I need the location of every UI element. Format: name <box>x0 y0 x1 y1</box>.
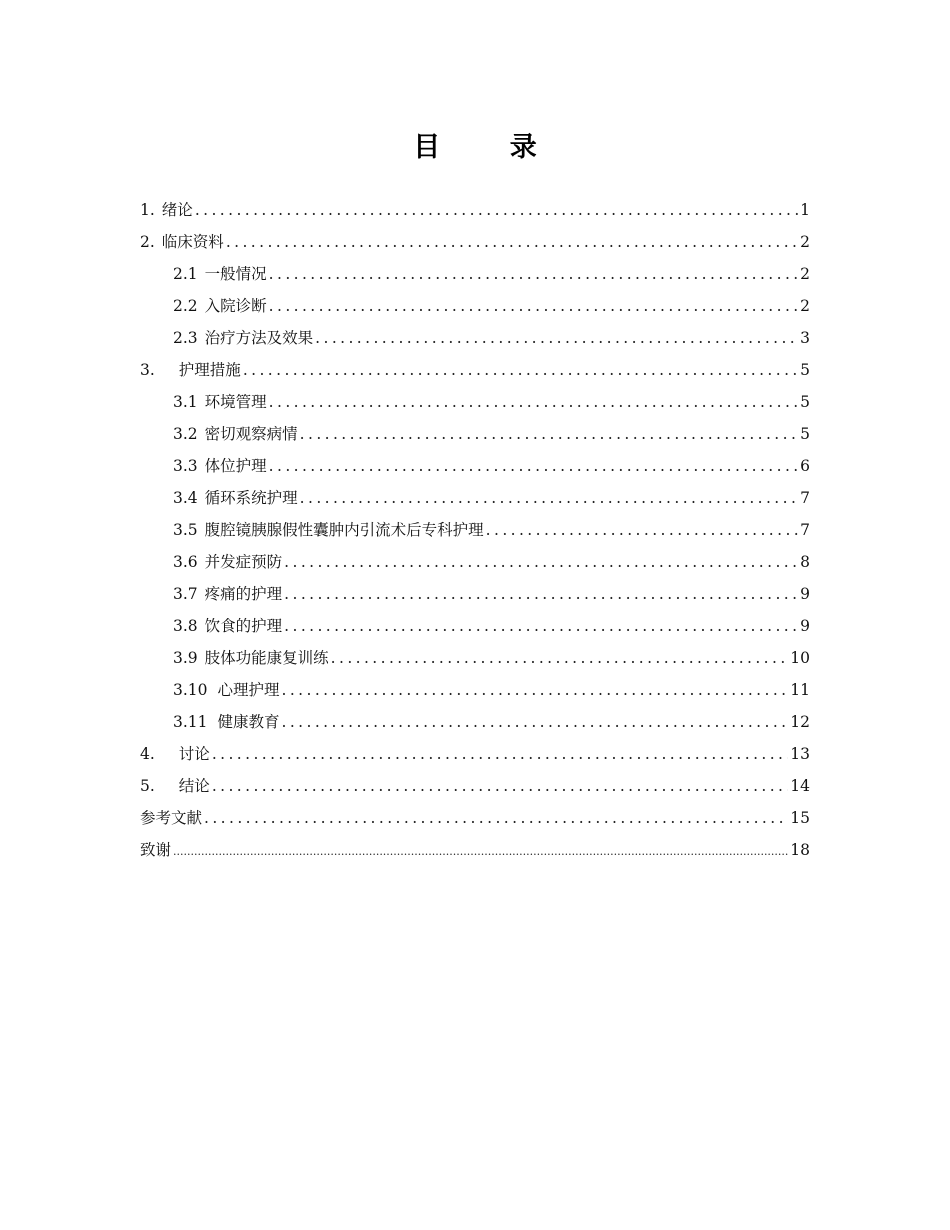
toc-entry-label <box>173 258 267 290</box>
toc-entry-psychological-care[interactable] <box>140 674 810 706</box>
toc-entry-text: 疼痛的护理 <box>204 585 283 603</box>
toc-entry-text: 体位护理 <box>204 457 267 475</box>
toc-entry-number: 3.9 <box>173 649 198 667</box>
toc-entry-conclusion[interactable] <box>140 770 810 802</box>
toc-entry-close-observation[interactable] <box>140 418 810 450</box>
toc-entry-label <box>173 706 280 738</box>
toc-dot-leader <box>224 226 798 258</box>
toc-entry-text: 治疗方法及效果 <box>204 329 314 347</box>
toc-page-number: 1 <box>800 201 810 219</box>
toc-entry-number: 3.6 <box>173 553 198 571</box>
toc-dot-leader <box>298 482 798 514</box>
toc-entry-number: 2.3 <box>173 329 198 347</box>
toc-page-number: 9 <box>800 585 810 603</box>
toc-entry-label <box>173 578 282 610</box>
toc-page-number: 18 <box>790 841 810 859</box>
toc-entry-number: 2.2 <box>173 297 198 315</box>
toc-entry-text: 腹腔镜胰腺假性囊肿内引流术后专科护理 <box>204 521 484 539</box>
toc-entry-label <box>173 322 313 354</box>
toc-page-number: 2 <box>800 233 810 251</box>
toc-entry-position-care[interactable] <box>140 450 810 482</box>
toc-entry-number: 3.11 <box>173 713 208 731</box>
toc-entry-label <box>173 482 298 514</box>
toc-entry-health-education[interactable] <box>140 706 810 738</box>
toc-entry-discussion[interactable] <box>140 738 810 770</box>
toc-entry-label <box>173 290 267 322</box>
toc-entry-text: 致谢 <box>140 841 172 859</box>
toc-entry-label <box>173 514 484 546</box>
toc-page-number: 14 <box>790 777 810 795</box>
toc-dot-leader <box>171 836 788 868</box>
toc-dot-leader <box>313 322 798 354</box>
toc-entry-text: 健康教育 <box>217 713 280 731</box>
toc-dot-leader <box>282 578 798 610</box>
toc-dot-leader <box>282 546 798 578</box>
toc-entry-references[interactable] <box>140 802 810 834</box>
toc-entry-pain-care[interactable] <box>140 578 810 610</box>
toc-entry-text: 心理护理 <box>217 681 280 699</box>
toc-page-number: 6 <box>800 457 810 475</box>
toc-entry-label <box>140 834 171 866</box>
toc-entry-treatment-and-effect[interactable] <box>140 322 810 354</box>
toc-entry-text: 肢体功能康复训练 <box>204 649 329 667</box>
toc-entry-text: 一般情况 <box>204 265 267 283</box>
toc-entry-number: 3.2 <box>173 425 198 443</box>
toc-entry-label <box>173 450 267 482</box>
toc-dot-leader <box>210 738 788 770</box>
toc-entry-number: 2. <box>140 233 155 251</box>
toc-entry-label <box>173 674 280 706</box>
toc-page-number: 15 <box>790 809 810 827</box>
toc-entry-acknowledgements[interactable] <box>140 834 810 866</box>
toc-entry-limb-rehabilitation[interactable] <box>140 642 810 674</box>
toc-page-number: 5 <box>800 361 810 379</box>
toc-dot-leader <box>202 802 788 834</box>
toc-entry-number: 1. <box>140 201 155 219</box>
toc-entry-text: 饮食的护理 <box>204 617 283 635</box>
toc-dot-leader <box>267 258 798 290</box>
toc-entry-text: 参考文献 <box>140 809 203 827</box>
toc-entry-number: 3.1 <box>173 393 198 411</box>
toc-page-number: 7 <box>800 489 810 507</box>
toc-entry-nursing-measures[interactable] <box>140 354 810 386</box>
toc-entry-label <box>140 194 193 226</box>
toc-entry-circulatory-care[interactable] <box>140 482 810 514</box>
toc-entry-text: 入院诊断 <box>204 297 267 315</box>
toc-entry-text: 环境管理 <box>204 393 267 411</box>
toc-dot-leader <box>329 642 789 674</box>
toc-entry-text: 循环系统护理 <box>204 489 298 507</box>
toc-entry-text: 并发症预防 <box>204 553 283 571</box>
toc-entry-label <box>140 354 241 386</box>
toc-dot-leader <box>267 290 798 322</box>
toc-entry-text: 临床资料 <box>161 233 224 251</box>
toc-entry-number: 5. <box>140 777 155 795</box>
toc-page-number: 7 <box>800 521 810 539</box>
toc-page-number: 5 <box>800 425 810 443</box>
toc-entry-label <box>140 226 224 258</box>
toc-entry-admission-diagnosis[interactable] <box>140 290 810 322</box>
toc-page-number: 10 <box>790 649 810 667</box>
toc-entry-text: 护理措施 <box>178 361 241 379</box>
toc-page-number: 11 <box>790 681 810 699</box>
toc-dot-leader <box>280 706 789 738</box>
toc-entry-number: 2.1 <box>173 265 198 283</box>
toc-dot-leader <box>210 770 788 802</box>
toc-dot-leader <box>484 514 798 546</box>
toc-entry-postoperative-specialty-care[interactable] <box>140 514 810 546</box>
table-of-contents <box>140 194 810 866</box>
toc-dot-leader <box>241 354 798 386</box>
toc-dot-leader <box>282 610 798 642</box>
toc-title: 目 录 <box>413 132 567 163</box>
toc-dot-leader <box>280 674 789 706</box>
toc-page-number: 8 <box>800 553 810 571</box>
toc-entry-label <box>173 642 329 674</box>
toc-entry-number: 3.10 <box>173 681 208 699</box>
toc-entry-environment-management[interactable] <box>140 386 810 418</box>
toc-dot-leader <box>193 194 798 226</box>
toc-dot-leader <box>298 418 798 450</box>
toc-page-number: 9 <box>800 617 810 635</box>
toc-page-number: 2 <box>800 297 810 315</box>
toc-entry-number: 3.8 <box>173 617 198 635</box>
toc-page-number: 3 <box>800 329 810 347</box>
toc-entry-label <box>173 418 298 450</box>
toc-entry-number: 3. <box>140 361 155 379</box>
toc-page-number: 12 <box>790 713 810 731</box>
toc-entry-label <box>140 802 202 834</box>
toc-dot-leader <box>267 386 798 418</box>
toc-entry-text: 结论 <box>178 777 210 795</box>
toc-page-number: 2 <box>800 265 810 283</box>
toc-entry-diet-care[interactable] <box>140 610 810 642</box>
toc-entry-introduction[interactable] <box>140 194 810 226</box>
toc-entry-label <box>140 738 210 770</box>
toc-entry-text: 讨论 <box>178 745 210 763</box>
toc-entry-label <box>140 770 210 802</box>
toc-entry-number: 4. <box>140 745 155 763</box>
toc-page-number: 13 <box>790 745 810 763</box>
toc-entry-text: 密切观察病情 <box>204 425 298 443</box>
toc-entry-general-condition[interactable] <box>140 258 810 290</box>
toc-entry-complication-prevention[interactable] <box>140 546 810 578</box>
toc-entry-number: 3.4 <box>173 489 198 507</box>
toc-entry-number: 3.5 <box>173 521 198 539</box>
toc-entry-number: 3.7 <box>173 585 198 603</box>
toc-entry-text: 绪论 <box>161 201 193 219</box>
toc-entry-label <box>173 386 267 418</box>
toc-entry-label <box>173 610 282 642</box>
toc-entry-clinical-data[interactable] <box>140 226 810 258</box>
toc-page-number: 5 <box>800 393 810 411</box>
toc-entry-label <box>173 546 282 578</box>
toc-entry-number: 3.3 <box>173 457 198 475</box>
toc-dot-leader <box>267 450 798 482</box>
